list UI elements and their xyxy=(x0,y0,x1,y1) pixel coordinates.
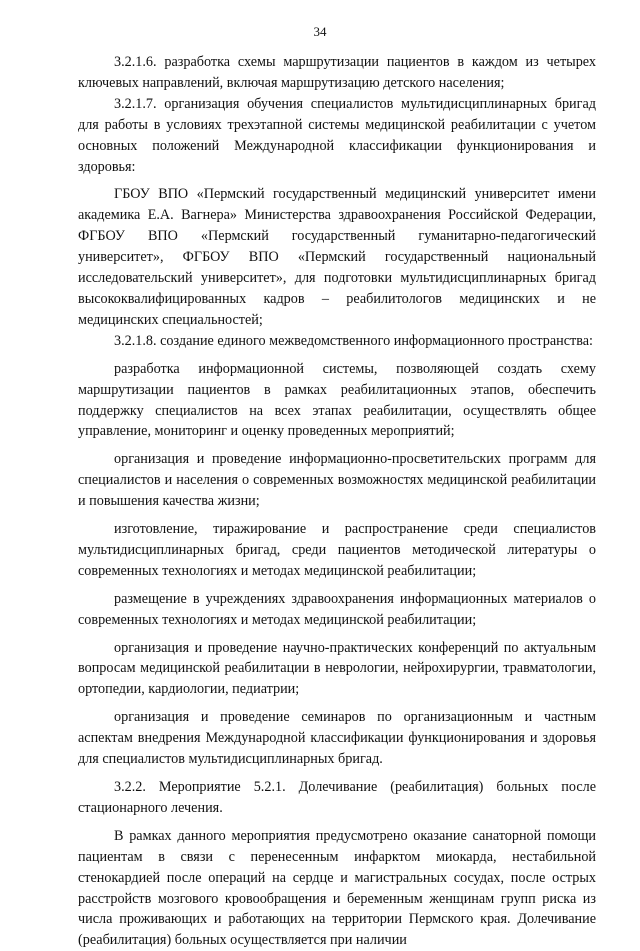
paragraph-conferences: организация и проведение научно-практических конференций по актуальным вопросам медицинской реабилитации в неврологии, нейрохирургии, травматологии, ортопедии, кардиологии, педиатрии; xyxy=(78,639,596,698)
page-number: 34 xyxy=(313,24,327,39)
page-body xyxy=(78,52,596,951)
paragraph-3-2-1-6: 3.2.1.6. разработка схемы маршрутизации пациентов в каждом из четырех ключевых направлений, включая маршрутизацию детского населения; xyxy=(78,54,596,91)
paragraph-literature: изготовление, тиражирование и распространение среди специалистов мультидисциплинарных бригад, среди пациентов методической литературы о современных технологиях и методах медицинской реабилитации; xyxy=(78,521,596,579)
paragraph-seminars: организация и проведение семинаров по организационным и частным аспектам внедрения Международной классификации функционирования и здоровья для специалистов мультидисциплинарных бригад. xyxy=(78,709,596,768)
paragraph-3-2-1-7: 3.2.1.7. организация обучения специалистов мультидисциплинарных бригад для работы в условиях трехэтапной системы медицинской реабилитации с учетом основных положений Международной классификации функционирования и здоровья: xyxy=(78,95,596,175)
paragraph-universities: ГБОУ ВПО «Пермский государственный медицинский университет имени академика Е.А. Вагнера» Министерства здравоохранения Российской Федерации, ФГБОУ ВПО «Пермский государственный гуманитарно-педагогический университет», ФГБОУ ВПО «Пермский государственный национальный исследовательский университет», для подготовки мультидисциплинарных бригад высококвалифицированных кадров – реабилитологов медицинских и не медицинских специальностей; xyxy=(78,186,596,328)
paragraph-information-system: разработка информационной системы, позволяющей создать схему маршрутизации пациентов в рамках реабилитационных этапов, обеспечить поддержку специалистов на всех этапах реабилитации, осуществлять общее управление, мониторинг и оценку проведенных мероприятий; xyxy=(78,360,596,440)
paragraph-3-2-2: 3.2.2. Мероприятие 5.2.1. Долечивание (реабилитация) больных после стационарного лечения. xyxy=(78,779,596,816)
paragraph-3-2-1-8: 3.2.1.8. создание единого межведомственного информационного пространства: xyxy=(114,332,593,349)
paragraph-sanatorium-care: В рамках данного мероприятия предусмотрено оказание санаторной помощи пациентам в связи с перенесенным инфарктом миокарда, нестабильной стенокардией после операций на сердце и магистральных сосудах, после острых расстройств мозгового кровообращения и беременным женщинам групп риска из числа проживающих и работающих на территории Пермского края. Долечивание (реабилитация) больных осуществляется при наличии xyxy=(78,827,596,949)
paragraph-materials: размещение в учреждениях здравоохранения информационных материалов о современных технологиях и методах медицинской реабилитации; xyxy=(78,590,596,628)
paragraph-educational-programs: организация и проведение информационно-просветительских программ для специалистов и населения о современных возможностях медицинской реабилитации и повышения качества жизни; xyxy=(78,451,596,510)
